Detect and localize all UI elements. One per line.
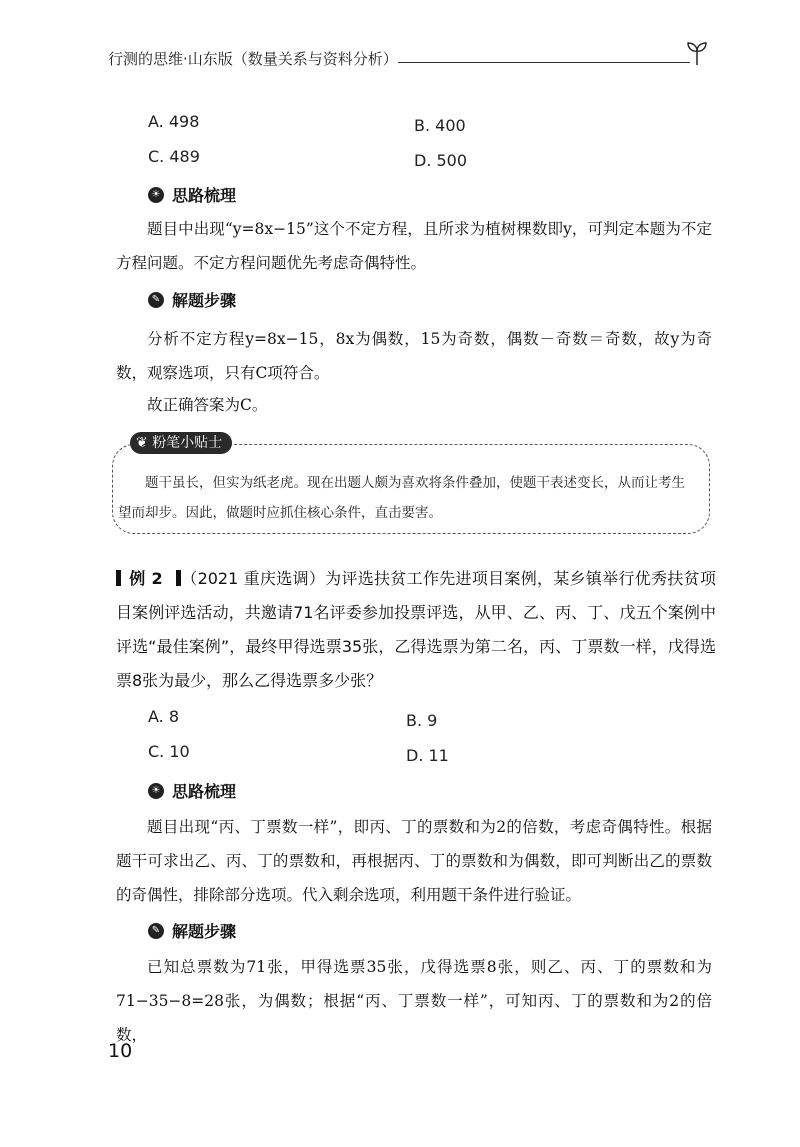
example-bar-left bbox=[116, 570, 121, 586]
sprout-icon bbox=[686, 40, 708, 66]
q2-analysis-text: 题目出现“丙、丁票数一样”，即丙、丁的票数和为2的倍数，考虑奇偶特性。根据题干可求出乙、丙、丁的票数和，再根据丙、丁的票数和为偶数，即可判断出乙的票数的奇偶性，排除部分选项。代入剩余选项，利用题干条件进行验证。 bbox=[116, 818, 712, 904]
q2-solution-heading bbox=[148, 919, 236, 942]
q2-stem-text: （2021 重庆选调）为评选扶贫工作先进项目案例，某乡镇举行优秀扶贫项目案例评选活动，共邀请71名评委参加投票评选，从甲、乙、丙、丁、戊五个案例中评选“最佳案例”，最终甲得选票35张，乙得选票为第二名，丙、丁票数一样，戊得选票8张为最少，那么乙得选票多少张？ bbox=[116, 569, 716, 690]
running-header: 行测的思维·山东版（数量关系与资料分析） bbox=[108, 50, 398, 68]
q2-solution-title: 解题步骤 bbox=[172, 922, 237, 941]
lightbulb-icon: ☀ bbox=[148, 187, 164, 203]
tip-label-text: 粉笔小贴士 bbox=[152, 435, 223, 451]
q2-stem bbox=[116, 562, 716, 698]
tip-label bbox=[130, 432, 232, 454]
q1-solution-title: 解题步骤 bbox=[172, 291, 237, 310]
tip-text: 题干虽长，但实为纸老虎。现在出题人颇为喜欢将条件叠加，使题干表述变长，从而让考生望而却步。因此，做题时应抓住核心条件，直击要害。 bbox=[118, 475, 685, 521]
q2-option-b: B. 9 bbox=[406, 711, 438, 730]
page-number: 10 bbox=[108, 1040, 133, 1062]
q1-option-a: A. 498 bbox=[148, 112, 200, 131]
q2-label: 例 2 bbox=[129, 569, 163, 588]
q2-analysis-heading bbox=[148, 779, 236, 802]
q2-solution-text: 已知总票数为71张，甲得选票35张，戊得选票8张，则乙、丙、丁的票数和为71−35−8=28张，为偶数；根据“丙、丁票数一样”，可知丙、丁的票数和为2的倍数， bbox=[116, 958, 712, 1044]
q1-analysis-heading bbox=[148, 183, 236, 206]
q2-option-c: C. 10 bbox=[148, 742, 190, 761]
q1-analysis-text: 题目中出现“y=8x−15”这个不定方程，且所求为植树棵数即y，可判定本题为不定方程问题。不定方程问题优先考虑奇偶特性。 bbox=[116, 220, 712, 272]
q1-solution-heading bbox=[148, 288, 236, 311]
pen-icon: ✎ bbox=[148, 923, 164, 939]
q1-option-d: D. 500 bbox=[414, 151, 468, 170]
lightbulb-icon: ☀ bbox=[148, 783, 164, 799]
q1-option-c: C. 489 bbox=[148, 147, 200, 166]
q1-answer: 故正确答案为C。 bbox=[147, 396, 268, 414]
header-rule bbox=[398, 62, 690, 63]
q2-option-d: D. 11 bbox=[406, 746, 449, 765]
q1-option-b: B. 400 bbox=[414, 116, 466, 135]
q2-option-a: A. 8 bbox=[148, 707, 180, 726]
q1-solution-text: 分析不定方程y=8x−15，8x为偶数，15为奇数，偶数－奇数＝奇数，故y为奇数，观察选项，只有C项符合。 bbox=[116, 330, 712, 382]
sprout-small-icon: ❦ bbox=[136, 435, 148, 451]
pen-icon: ✎ bbox=[148, 292, 164, 308]
q2-analysis-title: 思路梳理 bbox=[172, 782, 237, 801]
q1-analysis-title: 思路梳理 bbox=[172, 186, 237, 205]
